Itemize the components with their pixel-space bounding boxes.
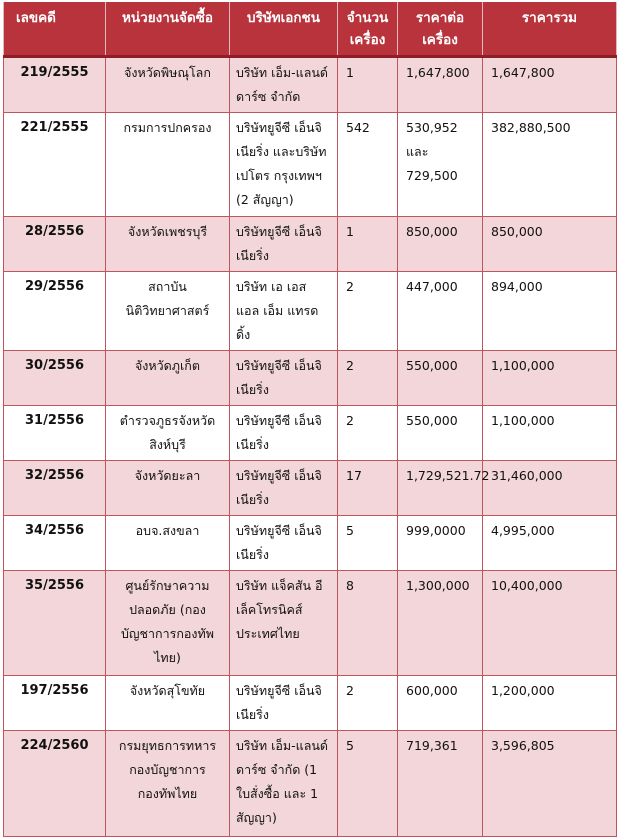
quantity-cell: 2 <box>338 272 398 351</box>
agency-cell: จังหวัดยะลา <box>106 461 230 516</box>
quantity-cell: 5 <box>338 516 398 571</box>
case-number-cell: 224/2560 <box>4 731 106 837</box>
header-row <box>4 2 617 57</box>
total-price-cell: 1,647,800 <box>483 57 617 113</box>
company-cell: บริษัท เอ็ม-แลนด์ ดาร์ซ จำกัด (1 ใบสั่งซื้อ และ 1 สัญญา) <box>230 731 338 837</box>
company-cell: บริษัทยูจีซี เอ็นจิเนียริ่ง <box>230 516 338 571</box>
unit-price-cell: 600,000 <box>398 676 483 731</box>
case-number-cell: 197/2556 <box>4 676 106 731</box>
total-price-cell: 3,596,805 <box>483 731 617 837</box>
table-row <box>4 731 617 837</box>
total-price-cell: 894,000 <box>483 272 617 351</box>
table-row <box>4 406 617 461</box>
unit-price-cell: 1,729,521.72 <box>398 461 483 516</box>
table-row <box>4 516 617 571</box>
agency-cell: อบจ.สงขลา <box>106 516 230 571</box>
agency-cell: ศูนย์รักษาความปลอดภัย (กองบัญชาการกองทัพไทย) <box>106 571 230 676</box>
quantity-cell: 8 <box>338 571 398 676</box>
total-price-cell: 1,200,000 <box>483 676 617 731</box>
unit-price-cell: 550,000 <box>398 406 483 461</box>
case-number-cell: 30/2556 <box>4 351 106 406</box>
company-cell: บริษัทยูจีซี เอ็นจิเนียริ่ง <box>230 461 338 516</box>
table-row <box>4 676 617 731</box>
company-cell: บริษัท เอ เอส แอล เอ็ม แทรดดิ้ง <box>230 272 338 351</box>
total-price-cell: 1,100,000 <box>483 406 617 461</box>
case-number-cell: 31/2556 <box>4 406 106 461</box>
unit-price-cell: 719,361 <box>398 731 483 837</box>
total-price-cell: 1,100,000 <box>483 351 617 406</box>
quantity-cell: 2 <box>338 351 398 406</box>
case-number-cell: 29/2556 <box>4 272 106 351</box>
table-body <box>4 57 617 837</box>
procurement-table-container <box>3 2 617 837</box>
company-cell: บริษัทยูจีซี เอ็นจิเนียริ่ง <box>230 406 338 461</box>
unit-price-cell: 850,000 <box>398 217 483 272</box>
unit-price-cell: 999,0000 <box>398 516 483 571</box>
agency-cell: กรมยุทธการทหาร กองบัญชาการกองทัพไทย <box>106 731 230 837</box>
case-number-cell: 35/2556 <box>4 571 106 676</box>
header-quantity: จำนวนเครื่อง <box>338 2 398 57</box>
quantity-cell: 1 <box>338 217 398 272</box>
quantity-cell: 5 <box>338 731 398 837</box>
header-private-company: บริษัทเอกชน <box>230 2 338 57</box>
company-cell: บริษัทยูจีซี เอ็นจิเนียริ่ง และบริษัทเปโตร กรุงเทพฯ (2 สัญญา) <box>230 113 338 217</box>
total-price-cell: 382,880,500 <box>483 113 617 217</box>
total-price-cell: 31,460,000 <box>483 461 617 516</box>
total-price-cell: 4,995,000 <box>483 516 617 571</box>
case-number-cell: 221/2555 <box>4 113 106 217</box>
case-number-cell: 28/2556 <box>4 217 106 272</box>
agency-cell: กรมการปกครอง <box>106 113 230 217</box>
table-row <box>4 461 617 516</box>
unit-price-cell: 1,300,000 <box>398 571 483 676</box>
table-row <box>4 571 617 676</box>
company-cell: บริษัทยูจีซี เอ็นจิเนียริ่ง <box>230 351 338 406</box>
table-header <box>4 2 617 57</box>
header-total-price: ราคารวม <box>483 2 617 57</box>
company-cell: บริษัทยูจีซี เอ็นจิเนียริ่ง <box>230 676 338 731</box>
quantity-cell: 2 <box>338 406 398 461</box>
agency-cell: จังหวัดเพชรบุรี <box>106 217 230 272</box>
header-unit-price: ราคาต่อเครื่อง <box>398 2 483 57</box>
table-row <box>4 217 617 272</box>
quantity-cell: 1 <box>338 57 398 113</box>
agency-cell: สถาบันนิติวิทยาศาสตร์ <box>106 272 230 351</box>
table-row <box>4 57 617 113</box>
total-price-cell: 10,400,000 <box>483 571 617 676</box>
unit-price-cell: 1,647,800 <box>398 57 483 113</box>
table-row <box>4 351 617 406</box>
agency-cell: ตำรวจภูธรจังหวัดสิงห์บุรี <box>106 406 230 461</box>
company-cell: บริษัทยูจีซี เอ็นจิเนียริ่ง <box>230 217 338 272</box>
case-number-cell: 34/2556 <box>4 516 106 571</box>
agency-cell: จังหวัดภูเก็ต <box>106 351 230 406</box>
case-number-cell: 219/2555 <box>4 57 106 113</box>
case-number-cell: 32/2556 <box>4 461 106 516</box>
unit-price-cell: 447,000 <box>398 272 483 351</box>
quantity-cell: 542 <box>338 113 398 217</box>
quantity-cell: 2 <box>338 676 398 731</box>
company-cell: บริษัท แจ็คสัน อีเล็คโทรนิคส์ ประเทศไทย <box>230 571 338 676</box>
agency-cell: จังหวัดพิษณุโลก <box>106 57 230 113</box>
unit-price-cell: 550,000 <box>398 351 483 406</box>
table-row <box>4 272 617 351</box>
total-price-cell: 850,000 <box>483 217 617 272</box>
company-cell: บริษัท เอ็ม-แลนด์ ดาร์ซ จำกัด <box>230 57 338 113</box>
procurement-table <box>3 2 617 837</box>
unit-price-cell: 530,952 และ 729,500 <box>398 113 483 217</box>
header-case-number: เลขคดี <box>4 2 106 57</box>
table-row <box>4 113 617 217</box>
quantity-cell: 17 <box>338 461 398 516</box>
agency-cell: จังหวัดสุโขทัย <box>106 676 230 731</box>
header-purchasing-agency: หน่วยงานจัดซื้อ <box>106 2 230 57</box>
